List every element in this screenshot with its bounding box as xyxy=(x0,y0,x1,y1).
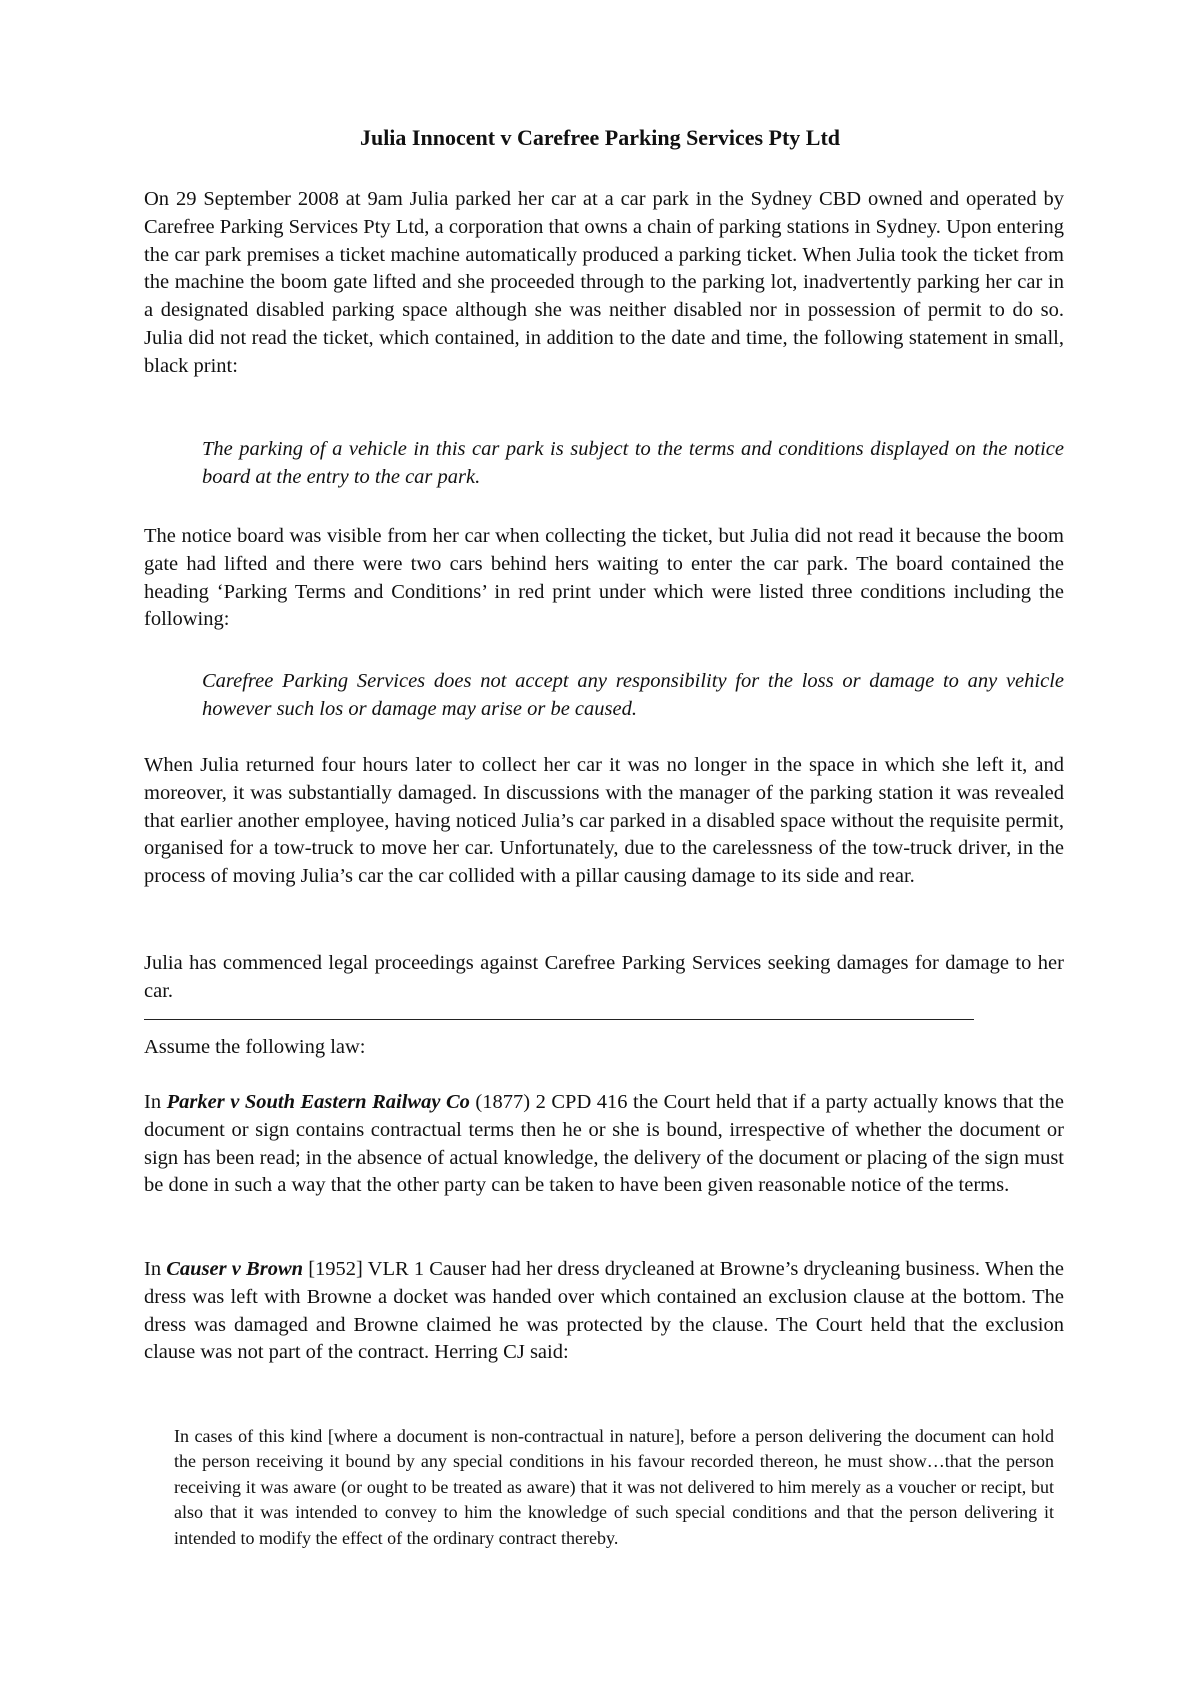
facts-paragraph-4: Julia has commenced legal proceedings against Carefree Parking Services seeking damages for damage to her car. xyxy=(144,952,1064,1002)
parker-case-name: Parker v South Eastern Railway Co xyxy=(166,1091,470,1113)
parker-case-paragraph xyxy=(144,1089,1064,1200)
facts-paragraph-2: The notice board was visible from her car when collecting the ticket, but Julia did not read it because the boom gate had lifted and there were two cars behind hers waiting to enter the car park. The board contained the heading ‘Parking Terms and Conditions’ in red print under which were listed three conditions including the following: xyxy=(144,525,1064,631)
parker-prefix: In xyxy=(144,1091,167,1113)
law-intro: Assume the following law: xyxy=(144,1036,366,1058)
herring-cj-quote: In cases of this kind [where a document is non-contractual in nature], before a person delivering the document can hold the person receiving it bound by any special conditions in his favour recorded thereon, he must show…that the person receiving it was aware (or ought to be treated as aware) that it was not delivered to him merely as a voucher or recipt, but also that it was intended to convey to him the knowledge of such special conditions and that the person delivering it intended to modify the effect of the ordinary contract thereby. xyxy=(174,1426,1054,1548)
document-title: Julia Innocent v Carefree Parking Services Pty Ltd xyxy=(359,125,841,150)
causer-case-paragraph xyxy=(144,1256,1064,1367)
notice-board-quote: Carefree Parking Services does not accept any responsibility for the loss or damage to any vehicle however such los or damage may arise or be caused. xyxy=(202,670,1064,720)
facts-paragraph-3: When Julia returned four hours later to collect her car it was no longer in the space in which she left it, and moreover, it was substantially damaged. In discussions with the manager of the parking station it was revealed that earlier another employee, having noticed Julia’s car parked in a disabled space without the requisite permit, organised for a tow-truck to move her car. Unfortunately, due to the carelessness of the tow-truck driver, in the process of moving Julia’s car the car collided with a pillar causing damage to its side and rear. xyxy=(144,754,1064,888)
facts-paragraph-1: On 29 September 2008 at 9am Julia parked her car at a car park in the Sydney CBD owned and operated by Carefree Parking Services Pty Ltd, a corporation that owns a chain of parking stations in Sydney. Upon entering the car park premises a ticket machine automatically produced a parking ticket. When Julia took the ticket from the machine the boom gate lifted and she proceeded through to the parking lot, inadvertently parking her car in a designated disabled parking space although she was neither disabled nor in possession of permit to do so. Julia did not read the ticket, which contained, in addition to the date and time, the following statement in small, black print: xyxy=(144,188,1064,377)
causer-case-name: Causer v Brown xyxy=(166,1258,304,1280)
causer-prefix: In xyxy=(144,1258,167,1280)
section-divider xyxy=(144,1019,974,1020)
causer-text: [1952] VLR 1 Causer had her dress drycleaned at Browne’s drycleaning business. When the dress was left with Browne a docket was handed over which contained an exclusion clause at the bottom. The dress was damaged and Browne claimed he was protected by the clause. The Court held that the exclusion clause was not part of the contract. Herring CJ said: xyxy=(144,1258,1064,1364)
ticket-statement-quote: The parking of a vehicle in this car park is subject to the terms and conditions displayed on the notice board at the entry to the car park. xyxy=(202,438,1064,488)
parker-text: (1877) 2 CPD 416 the Court held that if a party actually knows that the document or sign contains contractual terms then he or she is bound, irrespective of whether the document or sign has been read; in the absence of actual knowledge, the delivery of the document or placing of the sign must be done in such a way that the other party can be taken to have been given reasonable notice of the terms. xyxy=(144,1091,1064,1197)
